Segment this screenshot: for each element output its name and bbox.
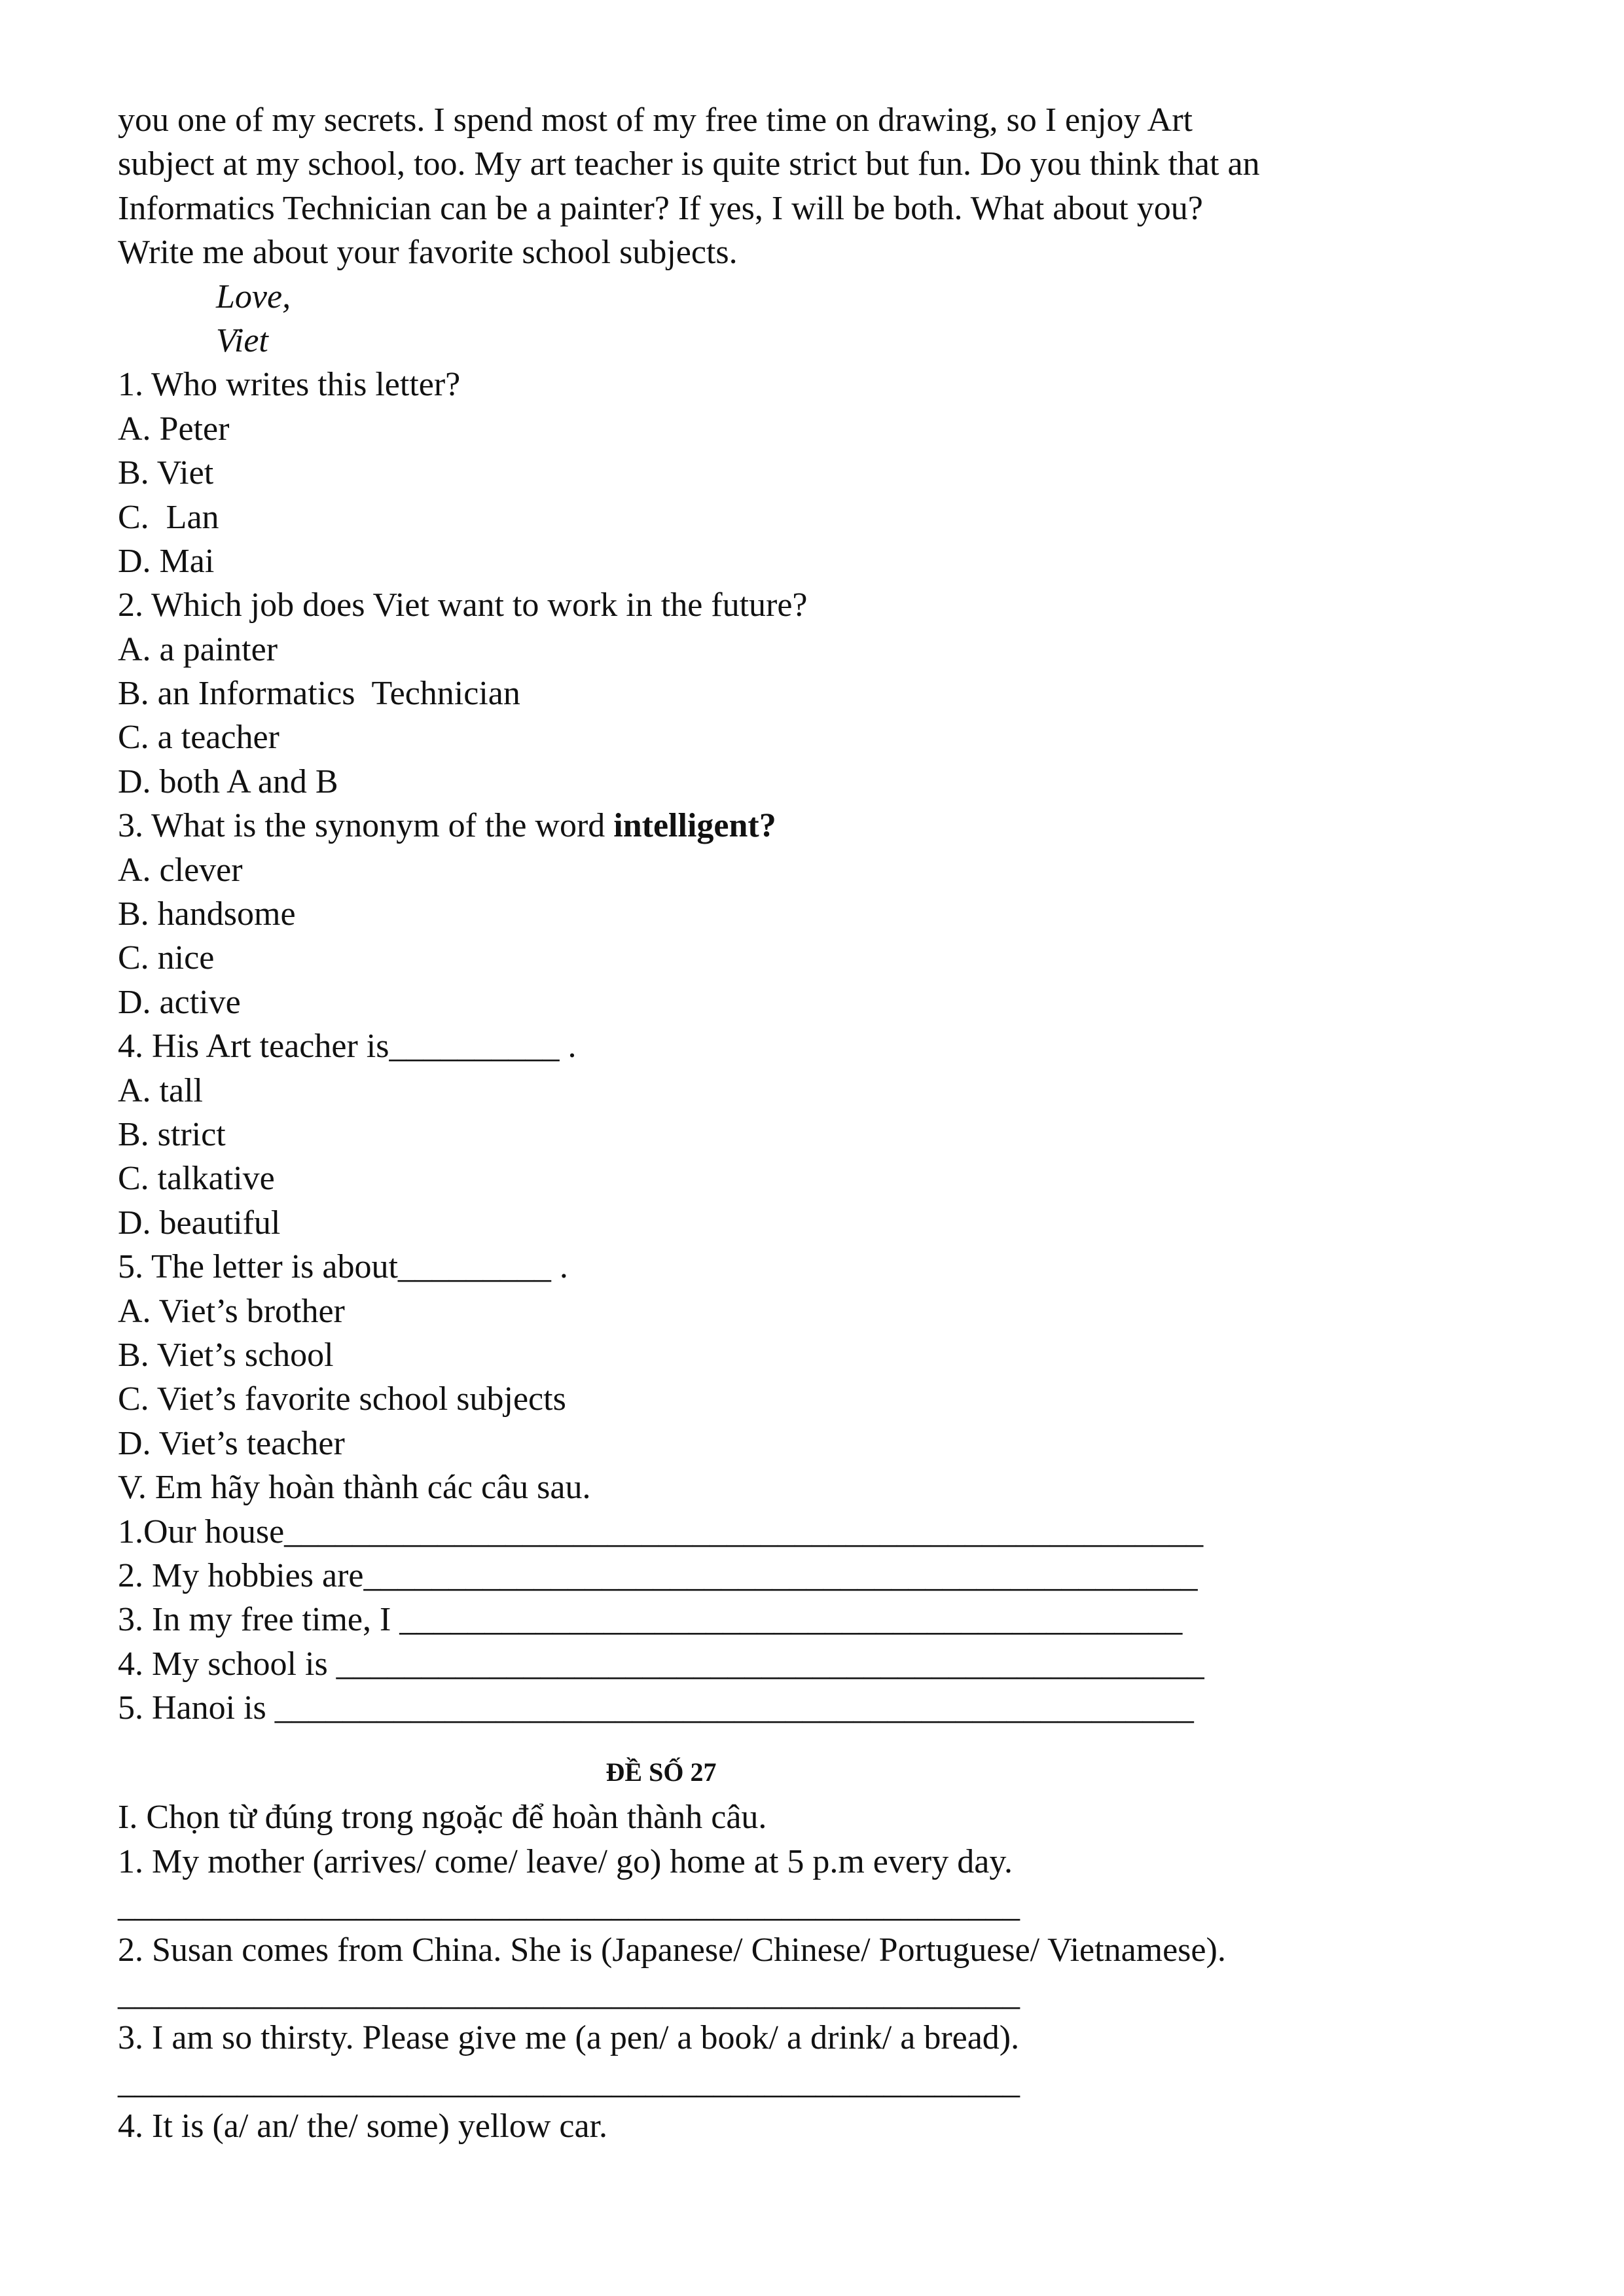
option-a: A. Viet’s brother	[118, 1292, 345, 1330]
option-a: A. a painter	[118, 630, 278, 668]
option-d: D. both A and B	[118, 762, 338, 800]
question-stem: 4. His Art teacher is__________ .	[118, 1028, 577, 1066]
option-d: D. beautiful	[118, 1204, 281, 1242]
option-b: B. Viet’s school	[118, 1336, 334, 1374]
option-c: C. nice	[118, 939, 215, 977]
option-c: C. Viet’s favorite school subjects	[118, 1380, 566, 1418]
option-d: D. active	[118, 983, 241, 1021]
passage-line: subject at my school, too. My art teacher is quite strict but fun. Do you think that an	[118, 145, 1260, 183]
section-heading: I. Chọn từ đúng trong ngoặc để hoàn thành câu.	[118, 1799, 767, 1837]
answer-line: _____________________________________________________	[118, 1887, 1020, 1925]
question-stem: 2. Which job does Viet want to work in the future?	[118, 586, 808, 624]
fill-in-item: 5. Hanoi is ______________________________________________________	[118, 1689, 1194, 1727]
section-heading: V. Em hãy hoàn thành các câu sau.	[118, 1469, 591, 1507]
fill-in-item: 1.Our house______________________________________________________	[118, 1513, 1204, 1551]
choice-item: 1. My mother (arrives/ come/ leave/ go) home at 5 p.m every day.	[118, 1842, 1013, 1880]
fill-in-item: 4. My school is ___________________________________________________	[118, 1645, 1204, 1683]
fill-in-item: 2. My hobbies are_________________________________________________	[118, 1556, 1198, 1594]
section-i	[118, 1795, 1532, 2148]
question-4	[118, 1024, 1532, 1245]
option-c: C. talkative	[118, 1160, 275, 1198]
question-5	[118, 1245, 1532, 1465]
option-a: A. clever	[118, 851, 243, 889]
answer-line: _____________________________________________________	[118, 1975, 1020, 2013]
option-b: B. Viet	[118, 454, 214, 492]
option-b: B. handsome	[118, 895, 296, 933]
section-v	[118, 1465, 1532, 1730]
passage-line: Informatics Technician can be a painter? If yes, I will be both. What about you?	[118, 189, 1203, 227]
question-3	[118, 804, 1532, 1024]
choice-item: 4. It is (a/ an/ the/ some) yellow car.	[118, 2108, 608, 2145]
answer-line: _____________________________________________________	[118, 2063, 1020, 2101]
question-stem	[118, 804, 1532, 848]
option-c: C. Lan	[118, 498, 219, 536]
passage-line: you one of my secrets. I spend most of my free time on drawing, so I enjoy Art	[118, 101, 1193, 139]
option-a: A. Peter	[118, 410, 230, 448]
question-stem: 5. The letter is about_________ .	[118, 1248, 568, 1286]
option-b: B. an Informatics Technician	[118, 675, 520, 713]
option-d: D. Mai	[118, 542, 215, 580]
letter-passage	[118, 98, 1532, 363]
question-2	[118, 583, 1532, 804]
option-c: C. a teacher	[118, 719, 280, 757]
choice-item: 2. Susan comes from China. She is (Japanese/ Chinese/ Portuguese/ Vietnamese).	[118, 1931, 1226, 1969]
option-b: B. strict	[118, 1115, 226, 1153]
question-1	[118, 363, 1532, 583]
question-keyword: intelligent?	[613, 807, 776, 845]
question-stem: 1. Who writes this letter?	[118, 366, 461, 404]
exam-title: ĐỀ SỐ 27	[605, 1757, 717, 1787]
choice-item: 3. I am so thirsty. Please give me (a pen/ a book/ a drink/ a bread).	[118, 2019, 1020, 2057]
option-a: A. tall	[118, 1071, 203, 1109]
option-d: D. Viet’s teacher	[118, 1424, 345, 1462]
letter-closing: Love,	[216, 278, 291, 315]
passage-line: Write me about your favorite school subjects.	[118, 234, 738, 272]
letter-signature: Viet	[216, 321, 268, 359]
question-stem-text: 3. What is the synonym of the word	[118, 807, 614, 845]
worksheet-page	[118, 98, 1532, 2149]
fill-in-item: 3. In my free time, I ______________________________________________	[118, 1601, 1183, 1639]
